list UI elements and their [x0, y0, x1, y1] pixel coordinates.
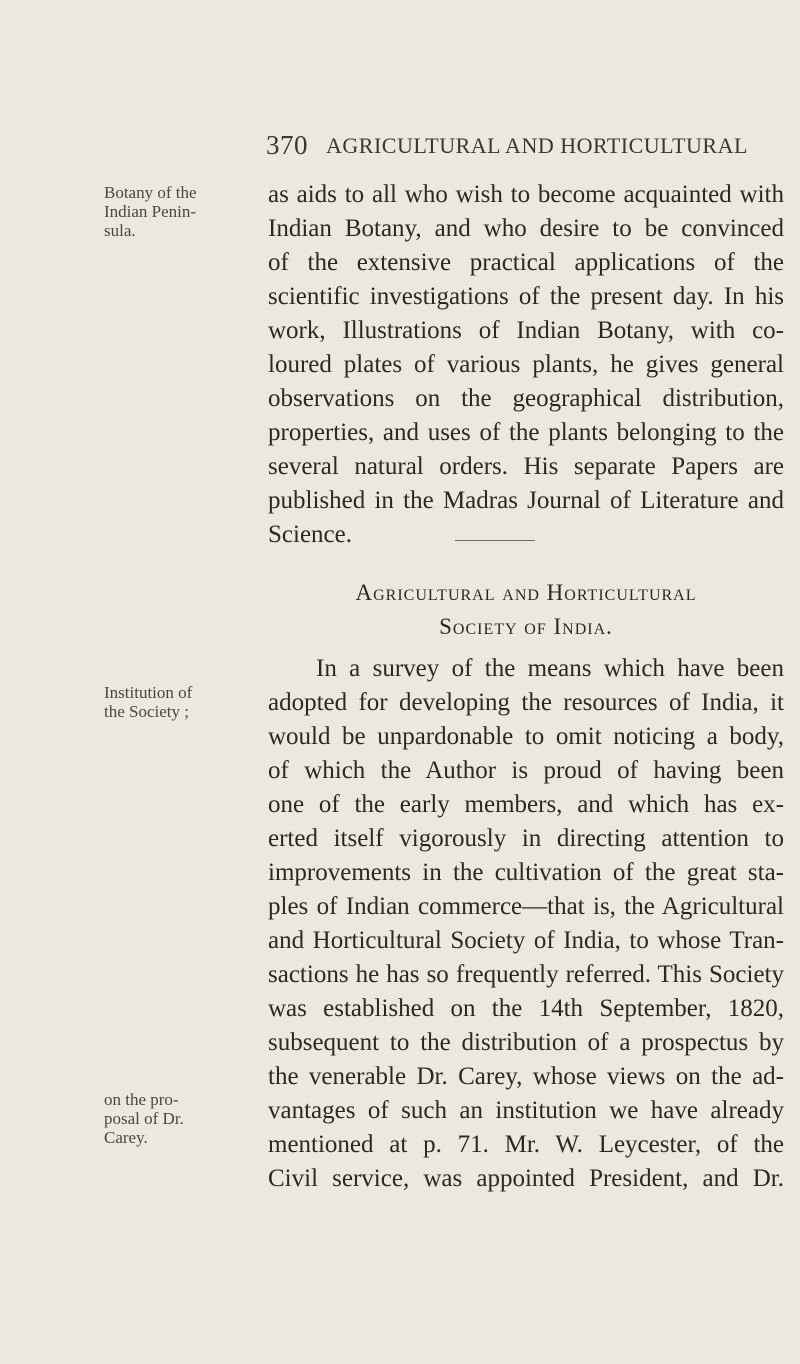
text-line: adopted for developing the resources of India, it [268, 689, 784, 716]
side-note-line: Indian Penin- [104, 202, 197, 221]
side-note-proposal [104, 1090, 214, 1147]
side-note-line: Botany of the [104, 183, 197, 202]
section-heading-line-1: Agricultural and Horticultural [355, 580, 697, 605]
side-note-line: posal of Dr. [104, 1109, 184, 1128]
text-line: Indian Botany, and who desire to be convinced [268, 215, 784, 242]
text-line: ples of Indian commerce—that is, the Agricultural [268, 893, 784, 920]
section-heading-line-2: Society of India. [439, 614, 613, 639]
running-title: AGRICULTURAL AND HORTICULTURAL [326, 133, 748, 158]
side-note-botany [104, 183, 214, 240]
side-note-line: Carey. [104, 1128, 148, 1147]
section-heading [268, 580, 784, 606]
text-line: observations on the geographical distribution, [268, 385, 784, 412]
text-line: scientific investigations of the present day. In his [268, 283, 784, 310]
side-note-institution [104, 683, 214, 721]
text-line: would be unpardonable to omit noticing a body, [268, 723, 784, 750]
text-line: Science. [268, 521, 352, 548]
section-heading-sub [268, 614, 784, 640]
text-line: work, Illustrations of Indian Botany, with co- [268, 317, 784, 344]
text-line: subsequent to the distribution of a prospectus by [268, 1029, 784, 1056]
side-note-line: the Society ; [104, 702, 189, 721]
text-line: Civil service, was appointed President, and Dr. [268, 1165, 784, 1192]
text-line: as aids to all who wish to become acquainted with [268, 181, 784, 208]
paragraph-society [268, 652, 784, 1196]
page-number: 370 [266, 130, 308, 160]
text-line: and Horticultural Society of India, to whose Tran- [268, 927, 784, 954]
text-line: loured plates of various plants, he gives general [268, 351, 784, 378]
text-line: erted itself vigorously in directing attention to [268, 825, 784, 852]
text-line: of which the Author is proud of having been [268, 757, 784, 784]
text-line: several natural orders. His separate Papers are [268, 453, 784, 480]
text-line: properties, and uses of the plants belonging to the [268, 419, 784, 446]
text-line: improvements in the cultivation of the great sta- [268, 859, 784, 886]
side-note-line: Institution of [104, 683, 193, 702]
section-divider [455, 540, 535, 541]
paragraph-botany [268, 178, 784, 552]
text-line: mentioned at p. 71. Mr. W. Leycester, of the [268, 1131, 784, 1158]
text-line: one of the early members, and which has ex- [268, 791, 784, 818]
text-line: In a survey of the means which have been [316, 655, 784, 682]
running-header [266, 130, 786, 170]
text-line: was established on the 14th September, 1820, [268, 995, 784, 1022]
text-line: published in the Madras Journal of Literature and [268, 487, 784, 514]
text-line: the venerable Dr. Carey, whose views on the ad- [268, 1063, 784, 1090]
side-note-line: sula. [104, 221, 136, 240]
text-line: of the extensive practical applications of the [268, 249, 784, 276]
side-note-line: on the pro- [104, 1090, 179, 1109]
text-line: sactions he has so frequently referred. This Society [268, 961, 784, 988]
text-line: vantages of such an institution we have already [268, 1097, 784, 1124]
